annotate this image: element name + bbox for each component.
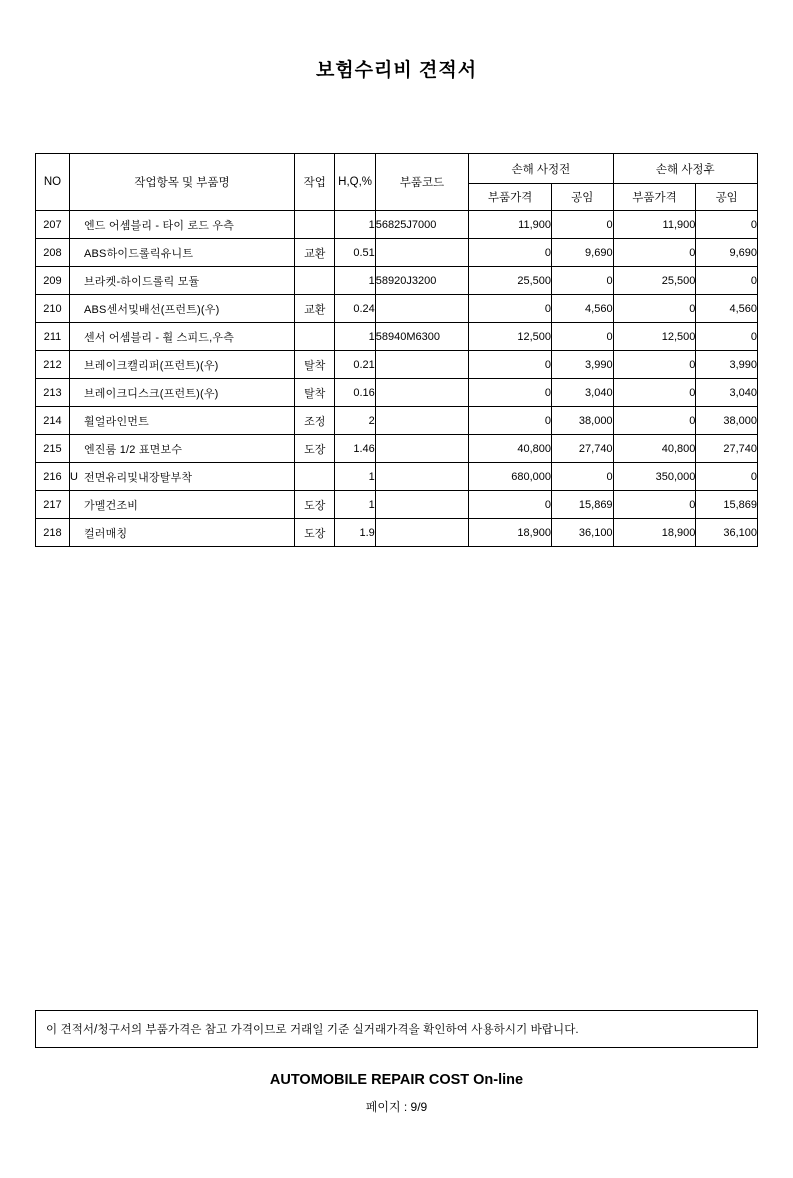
cell-price-before: 0 (469, 379, 552, 407)
table-row (36, 435, 758, 463)
cell-labor-before: 3,990 (551, 351, 613, 379)
cell-no: 210 (36, 295, 70, 323)
header-no: NO (36, 154, 70, 211)
table-row (36, 519, 758, 547)
cell-hq: 1.9 (335, 519, 375, 547)
cell-item-name (69, 351, 294, 379)
cell-part-code (375, 463, 468, 491)
cell-price-before: 25,500 (469, 267, 552, 295)
cell-hq: 1 (335, 211, 375, 239)
cell-hq: 1.46 (335, 435, 375, 463)
item-name-wrapper (70, 217, 294, 233)
estimate-table (35, 153, 758, 547)
item-name-text: ABS하이드롤릭유니트 (83, 247, 194, 260)
cell-price-after: 12,500 (613, 323, 696, 351)
cell-price-before: 18,900 (469, 519, 552, 547)
cell-labor-after: 0 (696, 323, 758, 351)
cell-price-after: 18,900 (613, 519, 696, 547)
item-name-wrapper (70, 245, 294, 261)
cell-price-after: 0 (613, 351, 696, 379)
header-labor-before: 공임 (551, 184, 613, 211)
estimate-page (0, 55, 793, 1178)
cell-labor-after: 9,690 (696, 239, 758, 267)
cell-labor-before: 3,040 (551, 379, 613, 407)
cell-hq: 0.16 (335, 379, 375, 407)
item-name-text: 휠얼라인먼트 (83, 415, 149, 428)
cell-no: 212 (36, 351, 70, 379)
cell-price-before: 0 (469, 491, 552, 519)
cell-job: 탈착 (295, 351, 335, 379)
cell-job: 도장 (295, 491, 335, 519)
cell-part-code: 58940M6300 (375, 323, 468, 351)
header-group-after: 손해 사정후 (613, 154, 757, 184)
cell-labor-before: 38,000 (551, 407, 613, 435)
cell-labor-after: 0 (696, 211, 758, 239)
cell-no: 216 (36, 463, 70, 491)
cell-no: 211 (36, 323, 70, 351)
item-name-wrapper (70, 357, 294, 373)
cell-price-before: 40,800 (469, 435, 552, 463)
table-row (36, 407, 758, 435)
cell-item-name (69, 519, 294, 547)
cell-price-before: 12,500 (469, 323, 552, 351)
cell-part-code (375, 435, 468, 463)
cell-price-after: 0 (613, 295, 696, 323)
cell-no: 218 (36, 519, 70, 547)
cell-no: 209 (36, 267, 70, 295)
cell-labor-before: 0 (551, 211, 613, 239)
item-name-wrapper (70, 413, 294, 429)
cell-hq: 1 (335, 323, 375, 351)
cell-job: 도장 (295, 519, 335, 547)
cell-item-name (69, 407, 294, 435)
cell-price-after: 0 (613, 407, 696, 435)
cell-price-after: 11,900 (613, 211, 696, 239)
cell-labor-before: 27,740 (551, 435, 613, 463)
table-row (36, 211, 758, 239)
cell-part-code (375, 491, 468, 519)
item-name-wrapper (70, 329, 294, 345)
item-name-wrapper (70, 385, 294, 401)
cell-hq: 1 (335, 267, 375, 295)
cell-price-after: 40,800 (613, 435, 696, 463)
cell-hq: 0.24 (335, 295, 375, 323)
cell-part-code (375, 519, 468, 547)
cell-labor-before: 0 (551, 267, 613, 295)
item-name-text: 전면유리및내장탈부착 (83, 471, 193, 484)
cell-labor-before: 15,869 (551, 491, 613, 519)
item-name-text: 엔드 어셈블리 - 타이 로드 우측 (83, 219, 235, 232)
cell-labor-after: 15,869 (696, 491, 758, 519)
cell-labor-after: 3,990 (696, 351, 758, 379)
cell-item-name (69, 267, 294, 295)
item-flag: U (69, 470, 78, 483)
item-name-text: 센서 어셈블리 - 휠 스피드,우측 (83, 331, 235, 344)
cell-job (295, 463, 335, 491)
cell-price-before: 11,900 (469, 211, 552, 239)
cell-price-after: 0 (613, 491, 696, 519)
cell-item-name (69, 211, 294, 239)
disclaimer-box (35, 1010, 758, 1048)
table-row (36, 463, 758, 491)
cell-labor-after: 0 (696, 463, 758, 491)
cell-labor-before: 0 (551, 323, 613, 351)
disclaimer-text: 이 견적서/청구서의 부품가격은 참고 가격이므로 거래일 기준 실거래가격을 확인하여 사용하시기 바랍니다. (46, 1024, 579, 1036)
cell-item-name (69, 295, 294, 323)
item-name-wrapper (70, 273, 294, 289)
cell-labor-after: 36,100 (696, 519, 758, 547)
table-row (36, 323, 758, 351)
cell-no: 217 (36, 491, 70, 519)
table-row (36, 491, 758, 519)
cell-item-name (69, 239, 294, 267)
cell-price-after: 25,500 (613, 267, 696, 295)
cell-hq: 1 (335, 463, 375, 491)
cell-hq: 0.21 (335, 351, 375, 379)
cell-labor-after: 3,040 (696, 379, 758, 407)
cell-hq: 2 (335, 407, 375, 435)
item-name-text: ABS센서및배선(프런트)(우) (83, 303, 220, 316)
cell-part-code (375, 407, 468, 435)
cell-part-code (375, 295, 468, 323)
cell-labor-after: 4,560 (696, 295, 758, 323)
cell-labor-after: 0 (696, 267, 758, 295)
item-name-text: 브레이크디스크(프런트)(우) (83, 387, 219, 400)
cell-labor-before: 9,690 (551, 239, 613, 267)
cell-no: 208 (36, 239, 70, 267)
footer-page-number: 페이지 : 9/9 (365, 1100, 428, 1114)
cell-part-code (375, 239, 468, 267)
cell-job: 교환 (295, 295, 335, 323)
cell-item-name (69, 379, 294, 407)
table-row (36, 295, 758, 323)
cell-price-after: 0 (613, 379, 696, 407)
cell-job: 교환 (295, 239, 335, 267)
cell-price-before: 0 (469, 351, 552, 379)
cell-price-before: 0 (469, 407, 552, 435)
cell-item-name (69, 463, 294, 491)
item-name-text: 가멜건조비 (83, 499, 139, 512)
table-row (36, 239, 758, 267)
cell-job: 조정 (295, 407, 335, 435)
cell-no: 214 (36, 407, 70, 435)
item-name-wrapper (70, 469, 294, 485)
item-name-wrapper (70, 441, 294, 457)
table-body (36, 211, 758, 547)
estimate-table-wrapper (35, 153, 758, 547)
table-row (36, 379, 758, 407)
header-group-before: 손해 사정전 (469, 154, 613, 184)
item-name-text: 브라켓-하이드롤릭 모듈 (83, 275, 200, 288)
table-row (36, 351, 758, 379)
item-name-text: 컬러매칭 (83, 527, 128, 540)
header-price-before: 부품가격 (469, 184, 552, 211)
cell-labor-before: 36,100 (551, 519, 613, 547)
cell-no: 213 (36, 379, 70, 407)
cell-part-code (375, 379, 468, 407)
cell-labor-before: 4,560 (551, 295, 613, 323)
header-item: 작업항목 및 부품명 (69, 154, 294, 211)
cell-no: 207 (36, 211, 70, 239)
cell-part-code: 58920J3200 (375, 267, 468, 295)
cell-no: 215 (36, 435, 70, 463)
cell-hq: 0.51 (335, 239, 375, 267)
cell-hq: 1 (335, 491, 375, 519)
item-name-wrapper (70, 301, 294, 317)
cell-labor-after: 38,000 (696, 407, 758, 435)
header-hq: H,Q,% (335, 154, 375, 211)
header-labor-after: 공임 (696, 184, 758, 211)
item-name-text: 브레이크캘리퍼(프런트)(우) (83, 359, 219, 372)
cell-part-code (375, 351, 468, 379)
header-code: 부품코드 (375, 154, 468, 211)
cell-price-after: 0 (613, 239, 696, 267)
table-row (36, 267, 758, 295)
cell-part-code: 56825J7000 (375, 211, 468, 239)
cell-item-name (69, 323, 294, 351)
cell-job (295, 267, 335, 295)
cell-price-after: 350,000 (613, 463, 696, 491)
item-name-wrapper (70, 525, 294, 541)
header-job: 작업 (295, 154, 335, 211)
cell-item-name (69, 435, 294, 463)
header-price-after: 부품가격 (613, 184, 696, 211)
cell-price-before: 0 (469, 295, 552, 323)
cell-labor-before: 0 (551, 463, 613, 491)
item-name-text: 엔진룸 1/2 표면보수 (83, 443, 183, 456)
cell-price-before: 0 (469, 239, 552, 267)
cell-labor-after: 27,740 (696, 435, 758, 463)
cell-job: 도장 (295, 435, 335, 463)
cell-item-name (69, 491, 294, 519)
cell-job (295, 211, 335, 239)
page-title: 보험수리비 견적서 (315, 60, 478, 81)
table-header (36, 154, 758, 211)
item-name-wrapper (70, 497, 294, 513)
cell-job (295, 323, 335, 351)
cell-job: 탈착 (295, 379, 335, 407)
cell-price-before: 680,000 (469, 463, 552, 491)
footer-title: AUTOMOBILE REPAIR COST On-line (269, 1072, 524, 1088)
